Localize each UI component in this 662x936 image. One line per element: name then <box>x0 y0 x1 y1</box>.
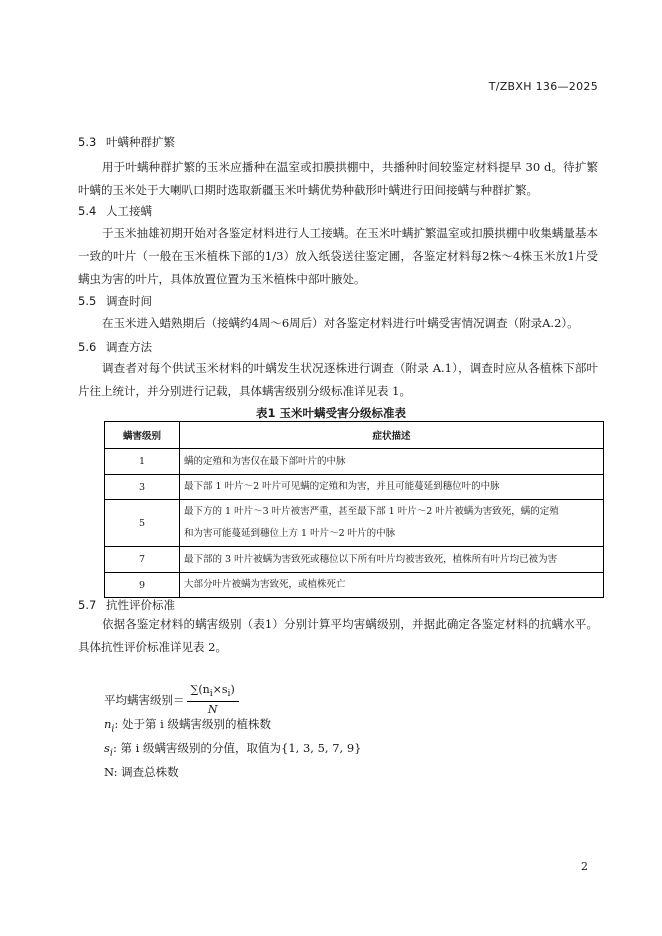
variable-symbol: s <box>104 741 110 755</box>
section-5-7-body: 依据各鉴定材料的螨害级别（表1）分别计算平均害螨级别，并据此确定各鉴定材料的抗螨水平。具体抗性评价标准详见表 2。 <box>78 617 598 654</box>
column-header-level: 螨害级别 <box>105 422 180 449</box>
section-5-3-body: 用于叶螨种群扩繁的玉米应播种在温室或扣膜拱棚中，共播种时间较鉴定材料提早 30 d。待扩繁叶螨的玉米处于大喇叭口期时选取新疆玉米叶螨优势种截形叶螨进行田间接螨与种群扩繁。 <box>78 160 598 197</box>
section-number: 5.3 <box>78 135 97 149</box>
section-title: 抗性评价标准 <box>106 598 175 612</box>
description-cell: 最下部的 3 叶片被螨为害致死或穗位以下所有叶片均被害致死，植株所有叶片均已被为害 <box>180 547 604 573</box>
table-row <box>105 547 604 573</box>
section-5-7-heading <box>78 597 175 613</box>
formula-label: 平均螨害级别＝ <box>104 692 185 707</box>
variable-text: : 处于第 i 级螨害级别的植株数 <box>114 717 272 731</box>
formula-denominator: N <box>207 703 218 717</box>
section-5-5-body: 在玉米进入蜡熟期后（接螨约4周～6周后）对各鉴定材料进行叶螨受害情况调查（附录A.2）。 <box>102 316 579 330</box>
numerator-part: ) <box>230 683 235 696</box>
description-cell: 最下部 1 叶片～2 叶片可见螨的定殖和为害，并且可能蔓延到穗位叶的中脉 <box>180 475 604 500</box>
section-5-3-heading <box>78 134 175 150</box>
variable-definition-s <box>104 740 361 758</box>
document-code: T/ZBXH 136—2025 <box>488 80 598 93</box>
variable-symbol: N <box>104 765 114 779</box>
section-5-5-heading <box>78 293 152 309</box>
section-number: 5.5 <box>78 294 97 308</box>
section-title: 人工接螨 <box>106 204 152 218</box>
section-title: 叶螨种群扩繁 <box>106 135 175 149</box>
page-number: 2 <box>581 860 588 873</box>
variable-definition-n <box>104 716 271 734</box>
level-cell: 7 <box>105 547 180 573</box>
numerator-subscript: i <box>227 688 231 700</box>
variable-subscript: i <box>111 723 115 735</box>
grading-table <box>104 421 604 598</box>
variable-definition-total <box>104 764 179 780</box>
average-damage-formula <box>104 682 239 717</box>
table-row <box>105 475 604 500</box>
description-cell: 螨的定殖和为害仅在最下部叶片的中脉 <box>180 449 604 475</box>
variable-symbol: n <box>104 717 112 731</box>
variable-subscript: i <box>109 747 113 759</box>
description-cell <box>180 500 604 547</box>
section-5-4-heading <box>78 203 152 219</box>
level-cell: 5 <box>105 500 180 547</box>
numerator-part: ∑(n <box>190 683 210 696</box>
description-cell: 大部分叶片被螨为害致死，或植株死亡 <box>180 573 604 598</box>
table-title: 表1 玉米叶螨受害分级标准表 <box>255 406 406 420</box>
formula-numerator <box>187 682 239 702</box>
section-5-6-heading <box>78 339 152 355</box>
description-line: 和为害可能蔓延到穗位上方 1 叶片～2 叶片的中脉 <box>184 528 396 539</box>
section-title: 调查方法 <box>106 340 152 354</box>
numerator-subscript: i <box>209 688 213 700</box>
section-number: 5.6 <box>78 340 97 354</box>
variable-text: : 第 i 级螨害级别的分值，取值为{1, 3, 5, 7, 9} <box>112 741 362 755</box>
column-header-description: 症状描述 <box>180 422 604 449</box>
description-line: 最下方的 1 叶片～3 叶片被害严重，甚至最下部 1 叶片～2 叶片被螨为害致死，螨的定殖 <box>184 506 559 517</box>
section-title: 调查时间 <box>106 294 152 308</box>
table-row <box>105 449 604 475</box>
numerator-part: ×s <box>212 683 228 696</box>
section-5-6-body: 调查者对每个供试玉米材料的叶螨发生状况逐株进行调查（附录 A.1），调查时应从各植株下部叶片往上统计，并分别进行记载，具体螨害级别分级标准详见表 1。 <box>78 361 598 398</box>
section-number: 5.7 <box>78 598 97 612</box>
table-row <box>105 573 604 598</box>
level-cell: 1 <box>105 449 180 475</box>
section-number: 5.4 <box>78 204 97 218</box>
level-cell: 3 <box>105 475 180 500</box>
section-5-4-body: 于玉米抽雄初期开始对各鉴定材料进行人工接螨。在玉米叶螨扩繁温室或扣膜拱棚中收集螨量基本一致的叶片（一般在玉米植株下部的1/3）放入纸袋送往鉴定圃，各鉴定材料每2株～4株玉米放1片受螨虫为害的叶片，具体放置位置为玉米植株中部叶腋处。 <box>78 226 598 286</box>
variable-text: : 调查总株数 <box>113 765 179 779</box>
level-cell: 9 <box>105 573 180 598</box>
formula-fraction <box>187 682 239 717</box>
table-row <box>105 500 604 547</box>
